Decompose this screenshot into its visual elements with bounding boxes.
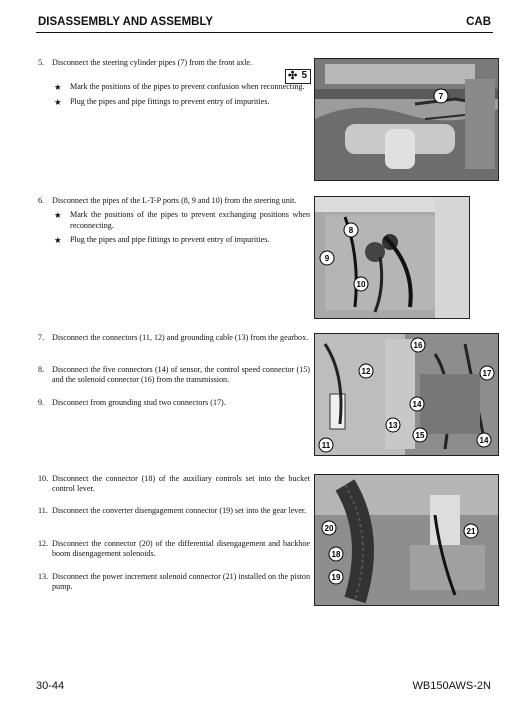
svg-text:8: 8: [348, 226, 354, 235]
step-note: ★ Plug the pipes and pipe fittings to prevent entry of impurities.: [54, 234, 270, 245]
step-9: 9. Disconnect from grounding stud two connectors (17).: [38, 398, 310, 408]
svg-text:18: 18: [331, 550, 341, 559]
model-code: WB150AWS-2N: [412, 680, 491, 692]
step-number: 5.: [38, 58, 45, 67]
step-note: ★ Plug the pipes and pipe fittings to prevent entry of impurities.: [54, 96, 270, 107]
step-note: ★ Mark the positions of the pipes to prevent confusion when reconnecting.: [54, 82, 305, 93]
step-text: Disconnect the connector (18) of the auxiliary controls set into the bucket control lever.: [52, 474, 310, 494]
svg-text:19: 19: [331, 573, 341, 582]
svg-text:15: 15: [415, 431, 425, 440]
step-13: 13. Disconnect the power increment solenoid connector (21) installed on the piston pump.: [38, 572, 310, 592]
step-text: Disconnect the steering cylinder pipes (7) from the front axle.: [52, 58, 253, 67]
section-title: DISASSEMBLY AND ASSEMBLY: [38, 16, 214, 28]
step-text: Disconnect the connector (20) of the differential disengagement and backhoe boom disengagement solenoids.: [52, 539, 310, 559]
header-rule: [36, 32, 493, 33]
step-text: Disconnect the converter disengagement connector (19) set into the gear lever.: [52, 506, 307, 515]
photo-steering-cylinder-pipes: [314, 58, 499, 181]
svg-text:13: 13: [388, 421, 398, 430]
svg-text:14: 14: [412, 400, 422, 409]
step-11: 11. Disconnect the converter disengagement connector (19) set into the gear lever.: [38, 506, 310, 516]
svg-text:12: 12: [361, 367, 371, 376]
step-8: 8. Disconnect the five connectors (14) of sensor, the control speed connector (15) and the solenoid connector (16) from the transmission.: [38, 365, 310, 385]
step-note: ★ Mark the positions of the pipes to prevent exchanging positions when reconnecting.: [54, 210, 310, 230]
svg-text:7: 7: [438, 92, 444, 101]
step-5: [38, 58, 310, 107]
step-text: Disconnect the pipes of the L-T-P ports (8, 9 and 10) from the steering unit.: [52, 196, 297, 205]
photo-steering-unit-ports: [314, 196, 470, 319]
star-icon: ★: [54, 234, 62, 245]
step-text: Disconnect from grounding stud two connectors (17).: [52, 398, 226, 407]
page-number: 30-44: [36, 680, 65, 692]
photo-control-connectors: [314, 474, 499, 606]
assembly-reference-icon: ✣: [288, 70, 298, 82]
step-text: Disconnect the power increment solenoid connector (21) installed on the piston pump.: [52, 572, 310, 592]
step-10: 10. Disconnect the connector (18) of the auxiliary controls set into the bucket control lever.: [38, 474, 310, 494]
star-icon: ★: [54, 82, 62, 93]
svg-text:10: 10: [356, 280, 366, 289]
page-header: [38, 16, 491, 32]
svg-text:21: 21: [466, 527, 476, 536]
svg-text:17: 17: [482, 369, 492, 378]
step-6: [38, 196, 310, 245]
svg-text:9: 9: [324, 254, 330, 263]
svg-text:11: 11: [321, 441, 331, 450]
step-12: 12. Disconnect the connector (20) of the differential disengagement and backhoe boom disengagement solenoids.: [38, 539, 310, 559]
star-icon: ★: [54, 210, 62, 221]
star-icon: ★: [54, 96, 62, 107]
step-text: Disconnect the connectors (11, 12) and grounding cable (13) from the gearbox.: [52, 333, 309, 342]
svg-text:14: 14: [479, 436, 489, 445]
chapter-title: CAB: [466, 16, 491, 28]
step-7: 7. Disconnect the connectors (11, 12) and grounding cable (13) from the gearbox.: [38, 333, 309, 342]
photo-transmission-connectors: [314, 333, 499, 456]
svg-text:16: 16: [413, 341, 423, 350]
assembly-reference-mark: ✣ 5: [285, 69, 311, 84]
step-number: 6.: [38, 196, 45, 205]
svg-text:20: 20: [324, 524, 334, 533]
step-text: Disconnect the five connectors (14) of sensor, the control speed connector (15) and the solenoid connector (16) from the transmission.: [52, 365, 310, 385]
